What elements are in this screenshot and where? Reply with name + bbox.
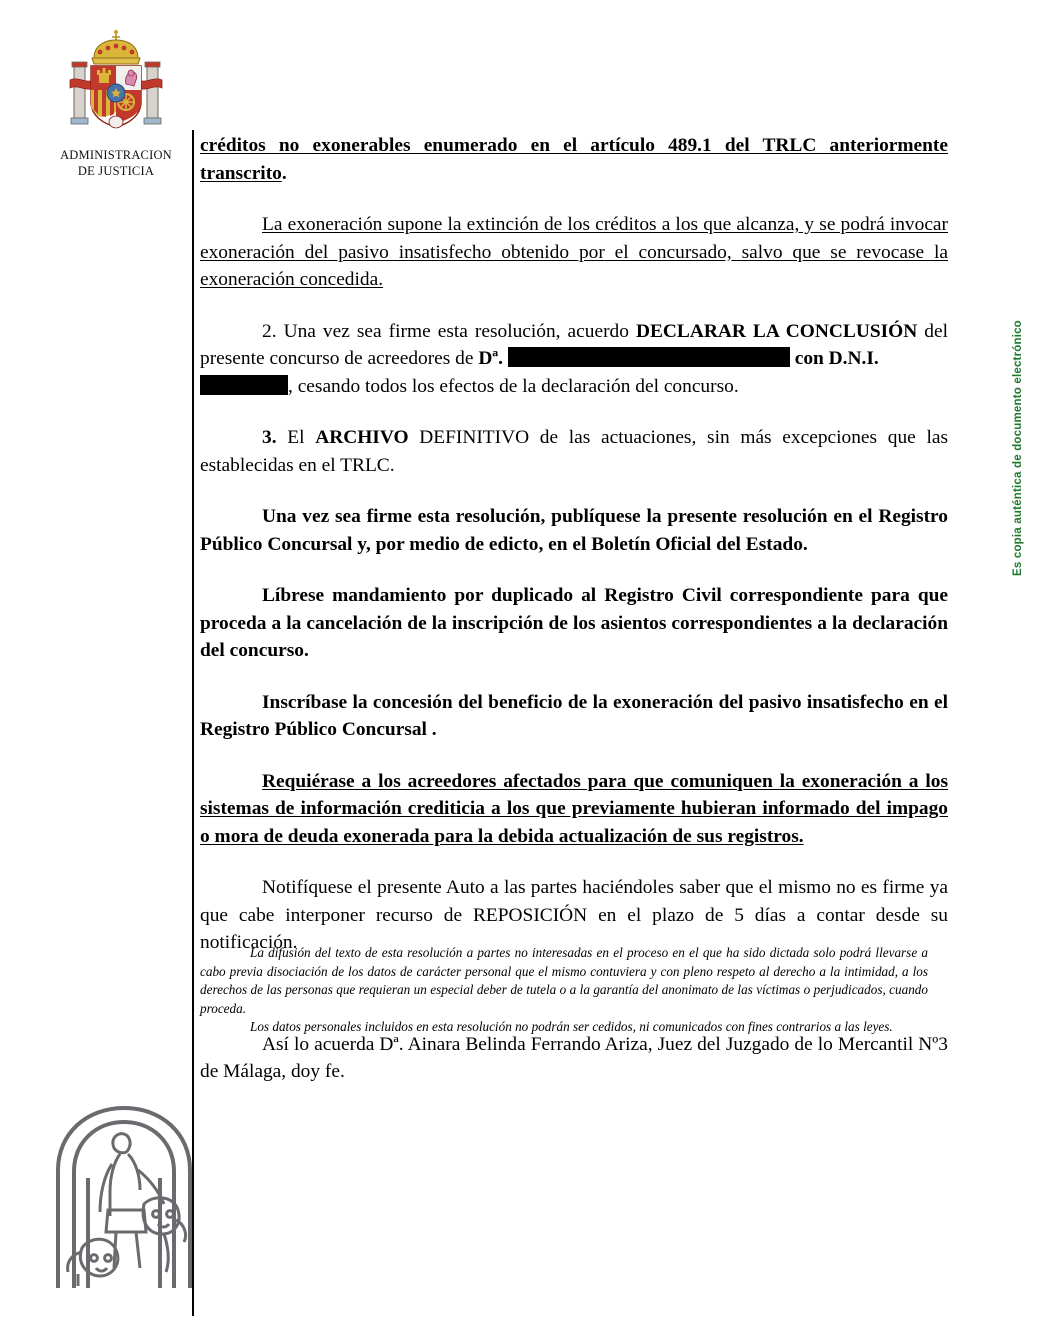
footnote-text-2: Los datos personales incluidos en esta resolución no podrán ser cedidos, ni comunicados con fines contrarios a las leyes.: [250, 1019, 893, 1035]
conclusion-mid: del presente concurso de acreedores de: [200, 320, 948, 369]
paragraph-inscribase: [200, 689, 948, 744]
librese-text: Líbrese mandamiento por duplicado al Registro Civil correspondiente para que proceda a la cancelación de la inscripción de los asientos correspondientes a la declaración del concurso.: [200, 585, 948, 661]
continuation-period: .: [281, 162, 287, 184]
electronic-copy-certification-text: Es copia auténtica de documento electrónico: [1012, 320, 1024, 576]
paragraph-publiquese: [200, 503, 948, 558]
inscribase-text: Inscríbase la concesión del beneficio de la exoneración del pasivo insatisfecho en el Registro Público Concursal .: [200, 691, 948, 740]
notifiquese-text: Notifíquese el presente Auto a las partes haciéndoles saber que el mismo no es firme ya que cabe interponer recurso de REPOSICIÓN en el plazo de 5 días a contar desde su notificación.: [200, 877, 948, 953]
publiquese-text: Una vez sea firme esta resolución, publíquese la presente resolución en el Registro Público Concursal y, por medio de edicto, en el Boletín Oficial del Estado.: [200, 506, 948, 555]
archivo-bold: ARCHIVO: [315, 427, 409, 448]
footnote-paragraph-1: [200, 944, 928, 1018]
conclusion-tail: , cesando todos los efectos de la declaración del concurso.: [288, 375, 739, 397]
paragraph-librese: [200, 582, 948, 665]
crest-caption-line-1: ADMINISTRACION: [60, 148, 172, 162]
coat-of-arms-block: [52, 28, 180, 178]
andalusia-justice-emblem-icon: [48, 1092, 200, 1292]
document-body: [200, 132, 948, 1086]
archivo-number: 3.: [262, 427, 277, 448]
redacted-dni-bar: [200, 375, 288, 395]
conclusion-lead: 2. Una vez sea firme esta resolución, acuerdo: [262, 320, 636, 342]
paragraph-requierase: [200, 768, 948, 851]
conclusion-title-abbrev: Dª.: [478, 348, 503, 369]
crest-caption-line-2: DE JUSTICIA: [77, 164, 155, 178]
redacted-name-bar: [508, 347, 790, 367]
continuation-text: créditos no exonerables enumerado en el artículo 489.1 del TRLC anteriormente transcrito: [200, 135, 948, 184]
legal-notice-footnote: [200, 944, 928, 1037]
archivo-lead: El: [276, 427, 316, 448]
paragraph-conclusion: [200, 318, 948, 401]
spanish-coat-of-arms-icon: [60, 28, 172, 146]
requierase-text: Requiérase a los acreedores afectados para que comuniquen la exoneración a los sistemas de información crediticia a los que previamente hubieran informado del impago o mora de deuda exonerada para la debida actualización de sus registros.: [200, 770, 948, 847]
paragraph-acuerda: [200, 1031, 948, 1086]
declarar-conclusion-bold: DECLARAR LA CONCLUSIÓN: [635, 320, 918, 342]
acuerda-text: Así lo acuerda Dª. Ainara Belinda Ferrando Ariza, Juez del Juzgado de lo Mercantil Nº3 de Málaga, doy fe.: [200, 1033, 948, 1082]
footnote-paragraph-2: [200, 1018, 928, 1037]
conclusion-dni-label: con D.N.I.: [794, 348, 879, 369]
exoneracion-text: La exoneración supone la extinción de los créditos a los que alcanza, y se podrá invocar exoneración del pasivo insatisfecho obtenido por el concursado, salvo que se revocase la exoneración concedida.: [200, 214, 948, 290]
paragraph-continuation: [200, 132, 948, 187]
footnote-text-1: La difusión del texto de esta resolución a partes no interesadas en el proceso en el que ha sido dictada solo podrá llevarse a cabo previa disociación de los datos de carácter personal que el mismo contuviera y con pleno respeto al derecho a la intimidad, a los derechos de las personas que requieran un especial deber de tutela o a la garantía del anonimato de las víctimas o perjudicados, cuando proceda.: [200, 945, 928, 1016]
paragraph-archivo: [200, 424, 948, 479]
paragraph-exoneracion: [200, 211, 948, 294]
archivo-rest: DEFINITIVO de las actuaciones, sin más excepciones que las establecidas en el TRLC.: [200, 427, 948, 476]
